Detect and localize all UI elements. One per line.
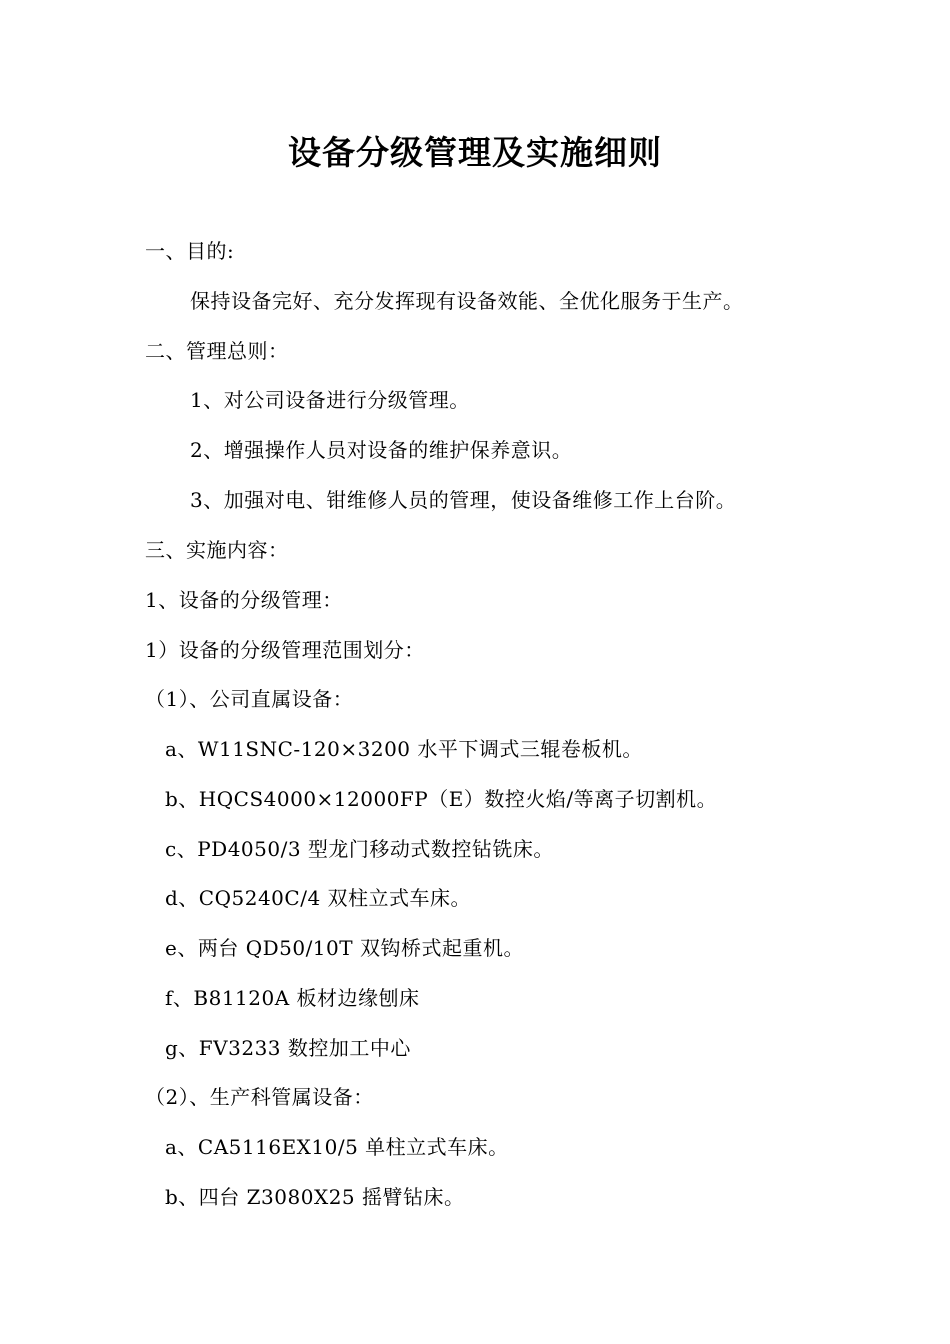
list-item: b、四台 Z3080X25 摇臂钻床。	[165, 1185, 465, 1209]
list-item: e、两台 QD50/10T 双钩桥式起重机。	[165, 936, 524, 960]
section-heading-principles: 二、管理总则：	[145, 339, 289, 363]
subheading: 1、设备的分级管理：	[145, 588, 343, 612]
list-item: 3、加强对电、钳维修人员的管理，使设备维修工作上台阶。	[190, 488, 737, 512]
list-item: g、FV3233 数控加工中心	[165, 1036, 411, 1060]
document-title: 设备分级管理及实施细则	[288, 133, 662, 172]
list-item: d、CQ5240C/4 双柱立式车床。	[165, 886, 472, 910]
list-item: f、B81120A 板材边缘刨床	[165, 986, 420, 1010]
section-heading-content: 三、实施内容：	[145, 538, 289, 562]
paragraph: 保持设备完好、充分发挥现有设备效能、全优化服务于生产。	[190, 289, 744, 313]
subheading: 1）设备的分级管理范围划分：	[145, 638, 425, 662]
list-item: c、PD4050/3 型龙门移动式数控钻铣床。	[165, 837, 554, 861]
list-item: a、CA5116EX10/5 单柱立式车床。	[165, 1135, 509, 1159]
section-heading-purpose: 一、目的:	[145, 239, 235, 263]
list-item: 1、对公司设备进行分级管理。	[190, 388, 470, 412]
subheading: （1）、公司直属设备：	[145, 687, 354, 711]
list-item: 2、增强操作人员对设备的维护保养意识。	[190, 438, 573, 462]
list-item: a、W11SNC-120×3200 水平下调式三辊卷板机。	[165, 737, 643, 761]
list-item: b、HQCS4000×12000FP（E）数控火焰/等离子切割机。	[165, 787, 718, 811]
subheading: （2）、生产科管属设备：	[145, 1085, 374, 1109]
